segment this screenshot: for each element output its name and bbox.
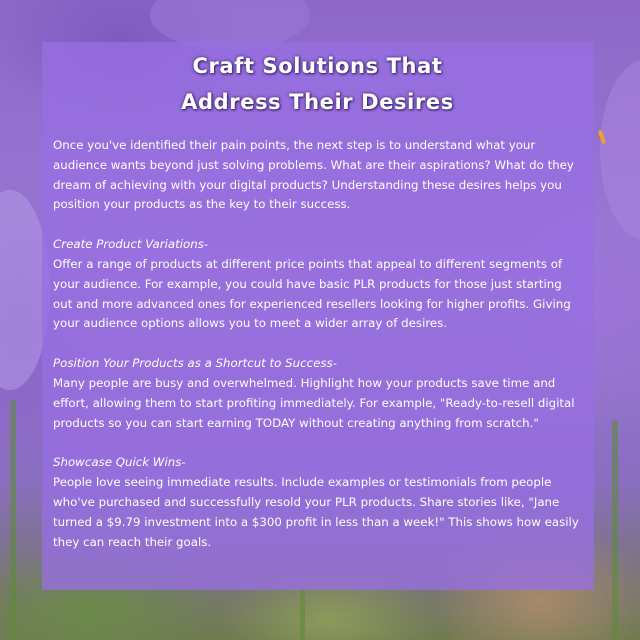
article-body: [53, 136, 582, 552]
section-heading: Position Your Products as a Shortcut to Success-: [53, 356, 337, 371]
background-stem: [10, 400, 16, 640]
section-showcase-quick-wins: [53, 453, 582, 552]
title-line-1: Craft Solutions That: [192, 54, 443, 78]
section-create-product-variations: [53, 235, 582, 334]
section-position-products: [53, 354, 582, 433]
title-line-2: Address Their Desires: [181, 90, 454, 114]
section-text: Offer a range of products at different price points that appeal to different segments of your audience. For example, you could have basic PLR products for those just starting out and more advanced ones for experienced resellers looking for higher profits. Giving your audience options allows you to meet a wider array of desires.: [53, 256, 571, 331]
background-stem: [612, 420, 618, 640]
page-title: [53, 48, 582, 120]
background-stem: [300, 590, 305, 640]
section-heading: Showcase Quick Wins-: [53, 455, 186, 470]
section-text: Many people are busy and overwhelmed. Highlight how your products save time and effort, allowing them to start profiting immediately. For example, "Ready-to-resell digital products so you can start earning TODAY without creating anything from scratch.": [53, 375, 575, 430]
content-panel: [42, 42, 594, 590]
background-crocus-right: [600, 60, 640, 240]
section-text: People love seeing immediate results. Include examples or testimonials from people who've purchased and successfully resold your PLR products. Share stories like, "Jane turned a $9.79 investment into a $300 profit in less than a week!" This shows how easily they can reach their goals.: [53, 475, 579, 549]
intro-paragraph: Once you've identified their pain points, the next step is to understand what your audience wants beyond just solving problems. What are their aspirations? What do they dream of achieving with your digital products? Understanding these desires helps you position your products as the key to their success.: [53, 138, 574, 212]
section-heading: Create Product Variations-: [53, 237, 209, 252]
